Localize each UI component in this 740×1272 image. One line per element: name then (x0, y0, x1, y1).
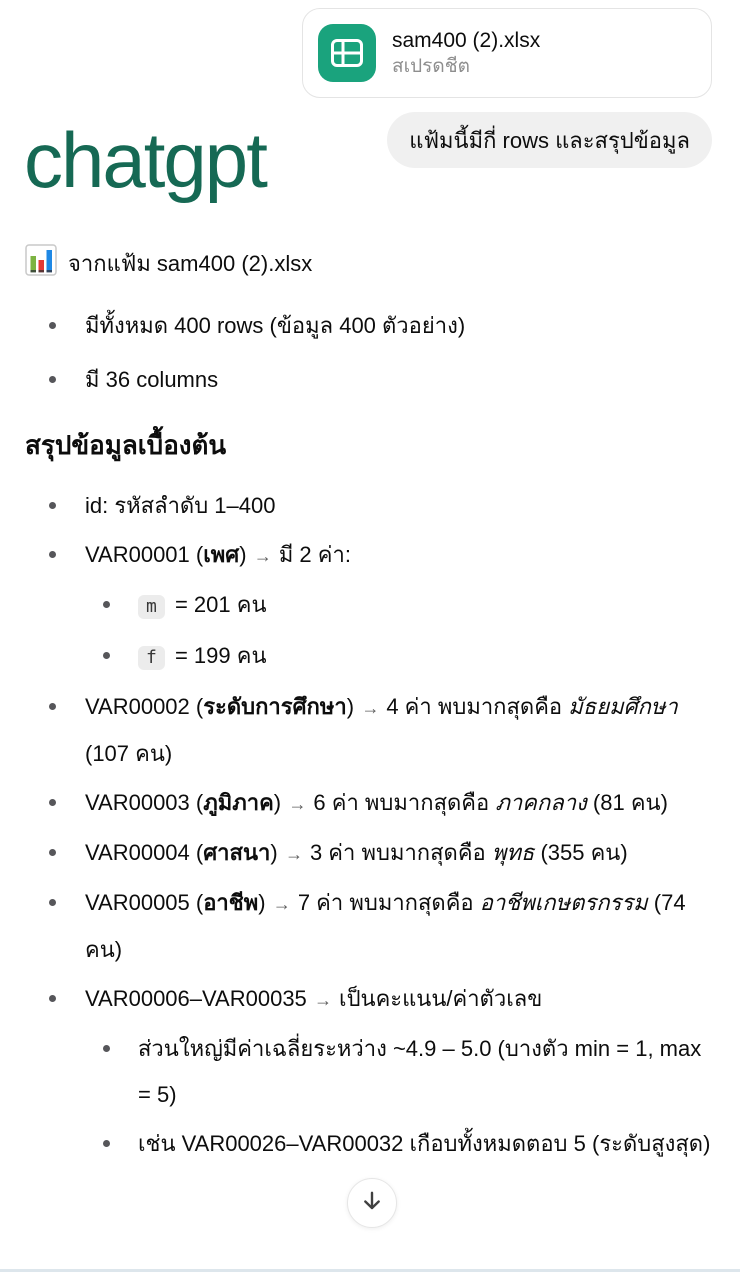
bullet-icon (49, 899, 56, 906)
list-item-text: มี 36 columns (85, 367, 219, 392)
spreadsheet-icon (318, 24, 376, 82)
section-heading: สรุปข้อมูลเบื้องต้น (25, 430, 227, 460)
list-item (25, 483, 713, 529)
list-item (25, 633, 713, 681)
attachment-filetype-label: สเปรดชีต (392, 56, 470, 77)
bar-chart-icon (25, 244, 57, 282)
overview-list (25, 303, 713, 403)
list-item (25, 976, 713, 1023)
list-item (25, 684, 713, 777)
chatgpt-watermark: chatgpt (24, 116, 266, 204)
list-item (25, 357, 713, 403)
list-item-text: VAR00005 (อาชีพ) → 7 ค่า พบมากสุดคือ อาชีพเกษตรกรรม (74 คน) (85, 890, 686, 962)
list-item-text: m = 201 คน (138, 582, 713, 630)
list-item-text: เช่น VAR00026–VAR00032 เกือบทั้งหมดตอบ 5 (ระดับสูงสุด) (138, 1131, 711, 1156)
bullet-icon (49, 502, 56, 509)
arrow-down-icon (359, 1188, 385, 1219)
list-item-text: f = 199 คน (138, 633, 713, 681)
assistant-intro-line (25, 243, 713, 283)
list-item (25, 1121, 713, 1167)
list-item-text: id: รหัสลำดับ 1–400 (85, 493, 276, 518)
assistant-intro-text: จากแฟ้ม sam400 (2).xlsx (68, 250, 313, 276)
bullet-icon (49, 551, 56, 558)
bullet-icon (103, 1045, 110, 1052)
list-item (25, 532, 713, 579)
assistant-message (25, 243, 713, 1170)
attachment-meta (392, 27, 540, 79)
bullet-icon (103, 1140, 110, 1147)
bullet-icon (49, 799, 56, 806)
user-message-text: แฟ้มนี้มีกี่ rows และสรุปข้อมูล (409, 127, 690, 153)
bullet-icon (103, 652, 110, 659)
list-item-text: มีทั้งหมด 400 rows (ข้อมูล 400 ตัวอย่าง) (85, 313, 466, 338)
list-item-text: VAR00004 (ศาสนา) → 3 ค่า พบมากสุดคือ พุทธ (355 คน) (85, 840, 628, 865)
list-item (25, 780, 713, 827)
bullet-icon (49, 995, 56, 1002)
list-item-text: VAR00003 (ภูมิภาค) → 6 ค่า พบมากสุดคือ ภาคกลาง (81 คน) (85, 790, 668, 815)
bullet-icon (49, 376, 56, 383)
list-item (25, 582, 713, 630)
list-item (25, 303, 713, 349)
scroll-to-bottom-button[interactable] (347, 1178, 397, 1228)
list-item (25, 830, 713, 877)
bullet-icon (49, 849, 56, 856)
list-item (25, 1026, 713, 1118)
bullet-icon (103, 601, 110, 608)
list-item-text: VAR00006–VAR00035 → เป็นคะแนน/ค่าตัวเลข (85, 986, 543, 1011)
list-item (25, 880, 713, 973)
bullet-icon (49, 703, 56, 710)
summary-list (25, 483, 713, 1167)
list-item-text: VAR00001 (เพศ) → มี 2 ค่า: (85, 542, 351, 567)
bullet-icon (49, 322, 56, 329)
attachment-card[interactable] (302, 8, 712, 98)
user-message-bubble (387, 112, 712, 168)
attachment-filename: sam400 (2).xlsx (392, 29, 541, 52)
list-item-text: VAR00002 (ระดับการศึกษา) → 4 ค่า พบมากสุดคือ มัธยมศึกษา (107 คน) (85, 694, 678, 766)
list-item-text: ส่วนใหญ่มีค่าเฉลี่ยระหว่าง ~4.9 – 5.0 (บางตัว min = 1, max = 5) (138, 1036, 702, 1107)
